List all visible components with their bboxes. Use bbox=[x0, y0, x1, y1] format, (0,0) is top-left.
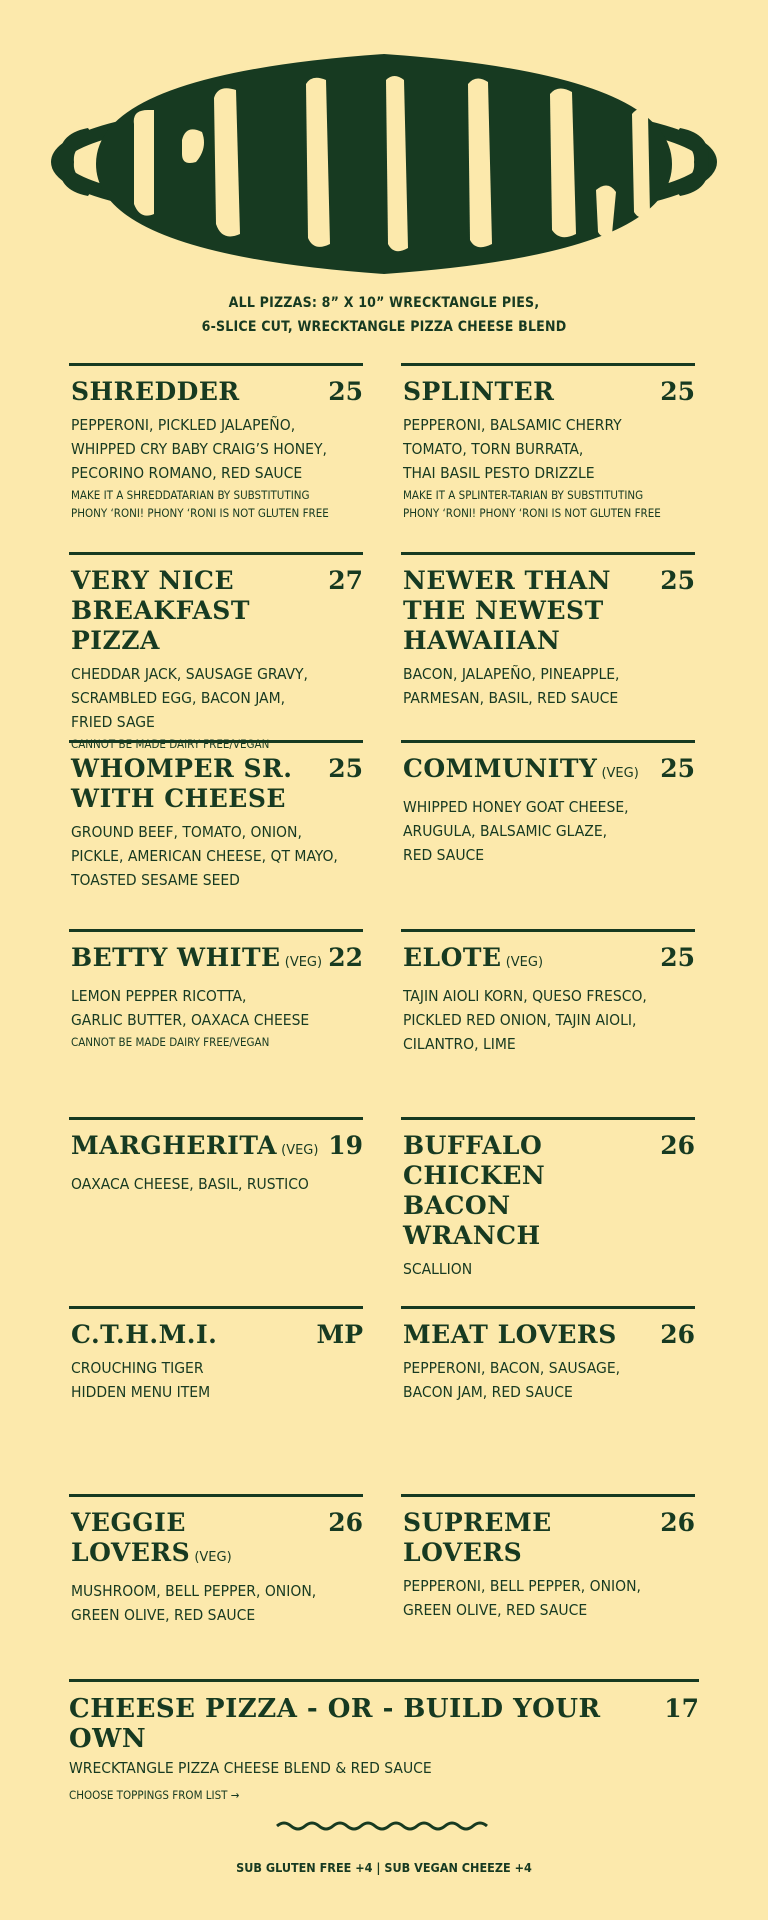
item-price: MP bbox=[316, 1320, 363, 1349]
item-name-line: BUFFALO bbox=[403, 1131, 543, 1160]
veg-tag: (VEG) bbox=[276, 1143, 319, 1158]
item-price: 25 bbox=[660, 377, 695, 406]
item-description-line: FRIED SAGE bbox=[71, 713, 155, 731]
item-description-line: LEMON PEPPER RICOTTA, bbox=[71, 987, 247, 1005]
item-name-line: COMMUNITY (VEG) bbox=[403, 754, 639, 783]
item-description-line: TOMATO, TORN BURRATA, bbox=[403, 440, 584, 458]
item-description-line: GARLIC BUTTER, OAXACA CHEESE bbox=[71, 1011, 310, 1029]
item-name bbox=[403, 943, 543, 978]
item-description bbox=[403, 1356, 695, 1404]
item-price: 25 bbox=[328, 754, 363, 783]
item-description-line: GREEN OLIVE, RED SAUCE bbox=[403, 1601, 588, 1619]
item-description-line: SCALLION bbox=[403, 1260, 473, 1278]
item-description bbox=[403, 662, 695, 710]
item-name bbox=[71, 377, 240, 407]
item-name-line: CHICKEN BACON bbox=[403, 1161, 546, 1220]
item-description bbox=[403, 795, 695, 867]
item-name-line: C.T.H.M.I. bbox=[71, 1320, 218, 1349]
squiggle-divider bbox=[275, 1818, 495, 1834]
item-price: 22 bbox=[328, 943, 363, 972]
byo-description: WRECKTANGLE PIZZA CHEESE BLEND & RED SAUCE bbox=[69, 1759, 432, 1777]
item-name-line: HAWAIIAN bbox=[403, 626, 561, 655]
menu-item bbox=[401, 552, 695, 710]
menu-item bbox=[401, 1117, 695, 1281]
item-price: 25 bbox=[660, 943, 695, 972]
item-name-line: MEAT LOVERS bbox=[403, 1320, 617, 1349]
item-name-line: LOVERS (VEG) bbox=[71, 1538, 232, 1567]
menu-item bbox=[69, 1117, 363, 1196]
item-note-line: MAKE IT A SHREDDATARIAN BY SUBSTITUTING bbox=[71, 488, 310, 502]
item-description-line: GREEN OLIVE, RED SAUCE bbox=[71, 1606, 256, 1624]
item-description bbox=[403, 413, 695, 485]
item-name-line: BREAKFAST PIZZA bbox=[71, 596, 250, 655]
item-note bbox=[71, 486, 363, 522]
menu-item bbox=[69, 363, 363, 522]
item-price: 25 bbox=[660, 566, 695, 595]
item-description-line: RED SAUCE bbox=[403, 846, 485, 864]
item-name bbox=[403, 1320, 617, 1350]
menu-item bbox=[69, 929, 363, 1051]
item-note-line: CANNOT BE MADE DAIRY FREE/VEGAN bbox=[71, 737, 270, 751]
item-description-line: THAI BASIL PESTO DRIZZLE bbox=[403, 464, 595, 482]
item-name-line: SUPREME bbox=[403, 1508, 552, 1537]
substitution-footer: SUB GLUTEN FREE +4 | SUB VEGAN CHEEZE +4 bbox=[236, 1860, 532, 1875]
item-description-line: MUSHROOM, BELL PEPPER, ONION, bbox=[71, 1582, 317, 1600]
item-note-line: MAKE IT A SPLINTER-TARIAN BY SUBSTITUTING bbox=[403, 488, 644, 502]
menu-item bbox=[401, 363, 695, 522]
item-name-line: VERY NICE bbox=[71, 566, 235, 595]
item-description-line: HIDDEN MENU ITEM bbox=[71, 1383, 211, 1401]
item-name-line: MARGHERITA (VEG) bbox=[71, 1131, 319, 1160]
item-price: 26 bbox=[660, 1320, 695, 1349]
item-name-line: LOVERS bbox=[403, 1538, 523, 1567]
choose-toppings-link[interactable]: CHOOSE TOPPINGS FROM LIST → bbox=[69, 1788, 240, 1802]
item-description-line: WHIPPED CRY BABY CRAIG’S HONEY, bbox=[71, 440, 327, 458]
item-description bbox=[71, 984, 363, 1032]
item-description bbox=[71, 662, 363, 734]
item-description-line: CROUCHING TIGER bbox=[71, 1359, 204, 1377]
item-name bbox=[403, 1508, 552, 1568]
item-description-line: GROUND BEEF, TOMATO, ONION, bbox=[71, 823, 302, 841]
item-name-line: SHREDDER bbox=[71, 377, 240, 406]
item-description bbox=[71, 820, 363, 892]
item-description bbox=[71, 1172, 363, 1196]
byo-price: 17 bbox=[664, 1694, 699, 1723]
item-price: 19 bbox=[328, 1131, 363, 1160]
byo-name: CHEESE PIZZA - OR - BUILD YOUR OWN bbox=[69, 1694, 601, 1754]
item-note-line: PHONY ‘RONI! PHONY ‘RONI IS NOT GLUTEN FREE bbox=[71, 506, 329, 520]
item-description bbox=[71, 1356, 363, 1404]
item-name bbox=[403, 566, 611, 656]
menu-item bbox=[69, 1494, 363, 1627]
veg-tag: (VEG) bbox=[280, 955, 323, 970]
item-name-line: WITH CHEESE bbox=[71, 784, 286, 813]
item-description-line: PICKLED RED ONION, TAJIN AIOLI, bbox=[403, 1011, 637, 1029]
item-name-line: NEWER THAN bbox=[403, 566, 611, 595]
item-price: 27 bbox=[328, 566, 363, 595]
pizza-logo bbox=[36, 44, 732, 284]
item-description-line: WHIPPED HONEY GOAT CHEESE, bbox=[403, 798, 629, 816]
menu-item bbox=[401, 1306, 695, 1404]
item-description-line: ARUGULA, BALSAMIC GLAZE, bbox=[403, 822, 608, 840]
item-description-line: TOASTED SESAME SEED bbox=[71, 871, 240, 889]
item-description-line: PECORINO ROMANO, RED SAUCE bbox=[71, 464, 303, 482]
menu-item bbox=[401, 1494, 695, 1622]
item-name bbox=[71, 943, 322, 978]
item-name-line: THE NEWEST bbox=[403, 596, 604, 625]
item-note bbox=[403, 486, 695, 522]
veg-tag: (VEG) bbox=[597, 766, 639, 781]
item-description-line: CILANTRO, LIME bbox=[403, 1035, 516, 1053]
item-name bbox=[403, 754, 639, 789]
menu-item bbox=[401, 929, 695, 1056]
item-description bbox=[71, 413, 363, 485]
item-description-line: CHEDDAR JACK, SAUSAGE GRAVY, bbox=[71, 665, 308, 683]
item-description-line: PICKLE, AMERICAN CHEESE, QT MAYO, bbox=[71, 847, 338, 865]
item-description bbox=[71, 1579, 363, 1627]
item-description-line: PEPPERONI, BELL PEPPER, ONION, bbox=[403, 1577, 641, 1595]
item-price: 26 bbox=[328, 1508, 363, 1537]
item-description bbox=[403, 1257, 695, 1281]
item-note-line: PHONY ‘RONI! PHONY ‘RONI IS NOT GLUTEN FREE bbox=[403, 506, 661, 520]
item-description-line: BACON JAM, RED SAUCE bbox=[403, 1383, 573, 1401]
item-description-line: PEPPERONI, BACON, SAUSAGE, bbox=[403, 1359, 621, 1377]
item-description-line: TAJIN AIOLI KORN, QUESO FRESCO, bbox=[403, 987, 647, 1005]
veg-tag: (VEG) bbox=[190, 1550, 232, 1565]
item-name bbox=[71, 1131, 318, 1166]
item-price: 25 bbox=[660, 754, 695, 783]
item-description-line: PEPPERONI, PICKLED JALAPEÑO, bbox=[71, 416, 296, 434]
build-your-own-section bbox=[69, 1679, 699, 1804]
item-name-line: VEGGIE bbox=[71, 1508, 186, 1537]
intro-line: ALL PIZZAS: 8” X 10” WRECKTANGLE PIES, bbox=[228, 295, 540, 311]
menu-item bbox=[69, 1306, 363, 1404]
item-name-line: SPLINTER bbox=[403, 377, 555, 406]
item-name-line: WRANCH bbox=[403, 1221, 541, 1250]
item-description bbox=[403, 984, 695, 1056]
item-description-line: SCRAMBLED EGG, BACON JAM, bbox=[71, 689, 286, 707]
item-name bbox=[71, 754, 293, 814]
item-name-line: ELOTE (VEG) bbox=[403, 943, 544, 972]
intro-text bbox=[0, 291, 768, 339]
item-price: 26 bbox=[660, 1131, 695, 1160]
menu-item bbox=[69, 740, 363, 892]
menu-item bbox=[69, 552, 363, 753]
item-description-line: PARMESAN, BASIL, RED SAUCE bbox=[403, 689, 619, 707]
item-name bbox=[71, 566, 323, 656]
item-description-line: OAXACA CHEESE, BASIL, RUSTICO bbox=[71, 1175, 309, 1193]
item-price: 25 bbox=[328, 377, 363, 406]
intro-line: 6-SLICE CUT, WRECKTANGLE PIZZA CHEESE BLEND bbox=[201, 319, 567, 335]
item-description-line: BACON, JALAPEÑO, PINEAPPLE, bbox=[403, 665, 620, 683]
item-name bbox=[71, 1320, 217, 1350]
item-price: 26 bbox=[660, 1508, 695, 1537]
item-note-line: CANNOT BE MADE DAIRY FREE/VEGAN bbox=[71, 1035, 270, 1049]
item-name-line: WHOMPER SR. bbox=[71, 754, 293, 783]
item-name bbox=[403, 1131, 655, 1251]
item-note bbox=[71, 1033, 363, 1051]
item-description bbox=[403, 1574, 695, 1622]
veg-tag: (VEG) bbox=[501, 955, 544, 970]
menu-item bbox=[401, 740, 695, 867]
item-description-line: PEPPERONI, BALSAMIC CHERRY bbox=[403, 416, 622, 434]
item-name bbox=[403, 377, 554, 407]
item-name-line: BETTY WHITE (VEG) bbox=[71, 943, 323, 972]
item-name bbox=[71, 1508, 232, 1573]
